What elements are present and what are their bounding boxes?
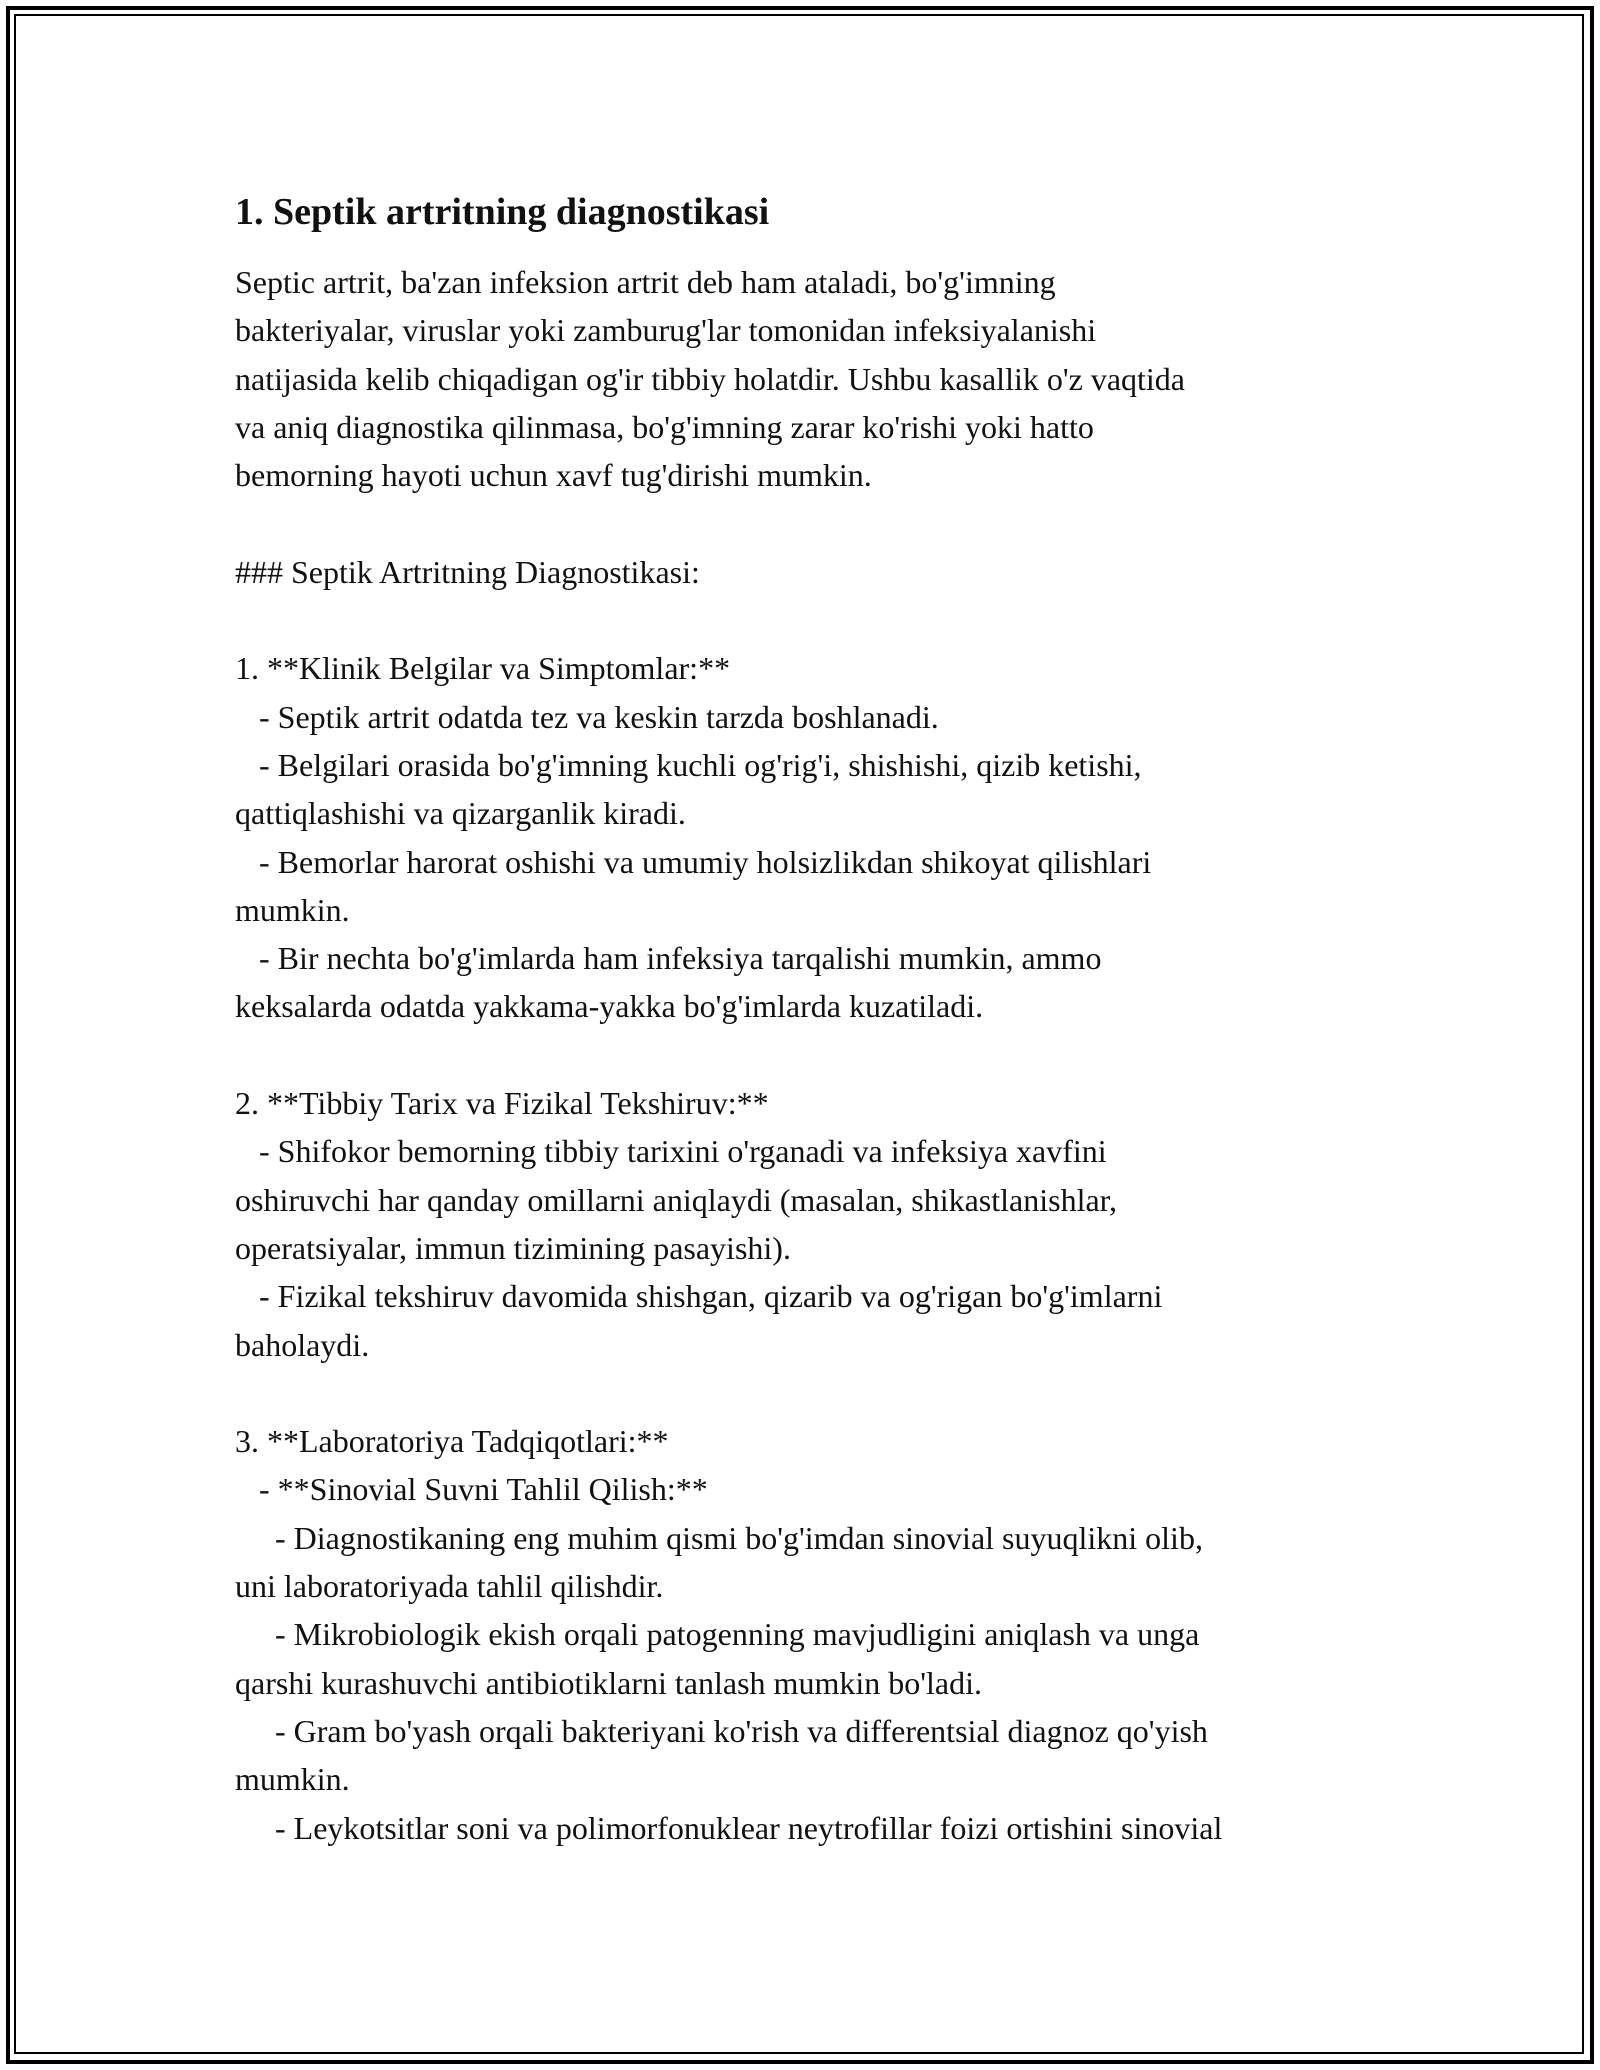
paragraph-gap — [235, 1369, 1415, 1417]
section-laboratory: 3. **Laboratoriya Tadqiqotlari:** - **Sinovial Suvni Tahlil Qilish:** - Diagnostikaning eng muhim qismi bo'g'imdan sinovial suyuqlikni olib, uni laboratoriyada tahlil qilishdir. - Mikrobiologik ekish orqali patogenning mavjudligini aniqlash va unga qarshi kurashuvchi antibiotiklarni tanlash mumkin bo'ladi. - Gram bo'yash orqali bakteriyani ko'rish va differentsial diagnoz qo'yish mumkin. - Leykotsitlar soni va polimorfonuklear neytrofillar foizi ortishini sinovial — [235, 1423, 1223, 1846]
section-medical-history: 2. **Tibbiy Tarix va Fizikal Tekshiruv:** - Shifokor bemorning tibbiy tarixini o'rganadi va infeksiya xavfini oshiruvchi har qanday omillarni aniqlaydi (masalan, shikastlanishlar, operatsiyalar, immun tizimining pasayishi). - Fizikal tekshiruv davomida shishgan, qizarib va og'rigan bo'g'imlarni baholaydi. — [235, 1085, 1163, 1363]
intro-paragraph: Septic artrit, ba'zan infeksion artrit deb ham ataladi, bo'g'imning bakteriyalar, viruslar yoki zamburug'lar tomonidan infeksiyalanishi natijasida kelib chiqadigan og'ir tibbiy holatdir. Ushbu kasallik o'z vaqtida va aniq diagnostika qilinmasa, bo'g'imning zarar ko'rishi yoki hatto bemorning hayoti uchun xavf tug'dirishi mumkin. — [235, 264, 1185, 494]
paragraph-gap — [235, 499, 1415, 547]
paragraph-gap — [235, 596, 1415, 644]
document-title: 1. Septik artritning diagnostikasi — [235, 191, 770, 233]
section-clinical-signs: 1. **Klinik Belgilar va Simptomlar:** - Septik artrit odatda tez va keskin tarzda boshlanadi. - Belgilari orasida bo'g'imning kuchli og'rig'i, shishishi, qizib ketishi, qattiqlashishi va qizarganlik kiradi. - Bemorlar harorat oshishi va umumiy holsizlikdan shikoyat qilishlari mumkin. - Bir nechta bo'g'imlarda ham infeksiya tarqalishi mumkin, ammo keksalarda odatda yakkama-yakka bo'g'imlarda kuzatiladi. — [235, 650, 1152, 1025]
paragraph-gap — [235, 1031, 1415, 1079]
document-body — [235, 186, 1415, 1852]
section-heading: ### Septik Artritning Diagnostikasi: — [235, 553, 700, 590]
